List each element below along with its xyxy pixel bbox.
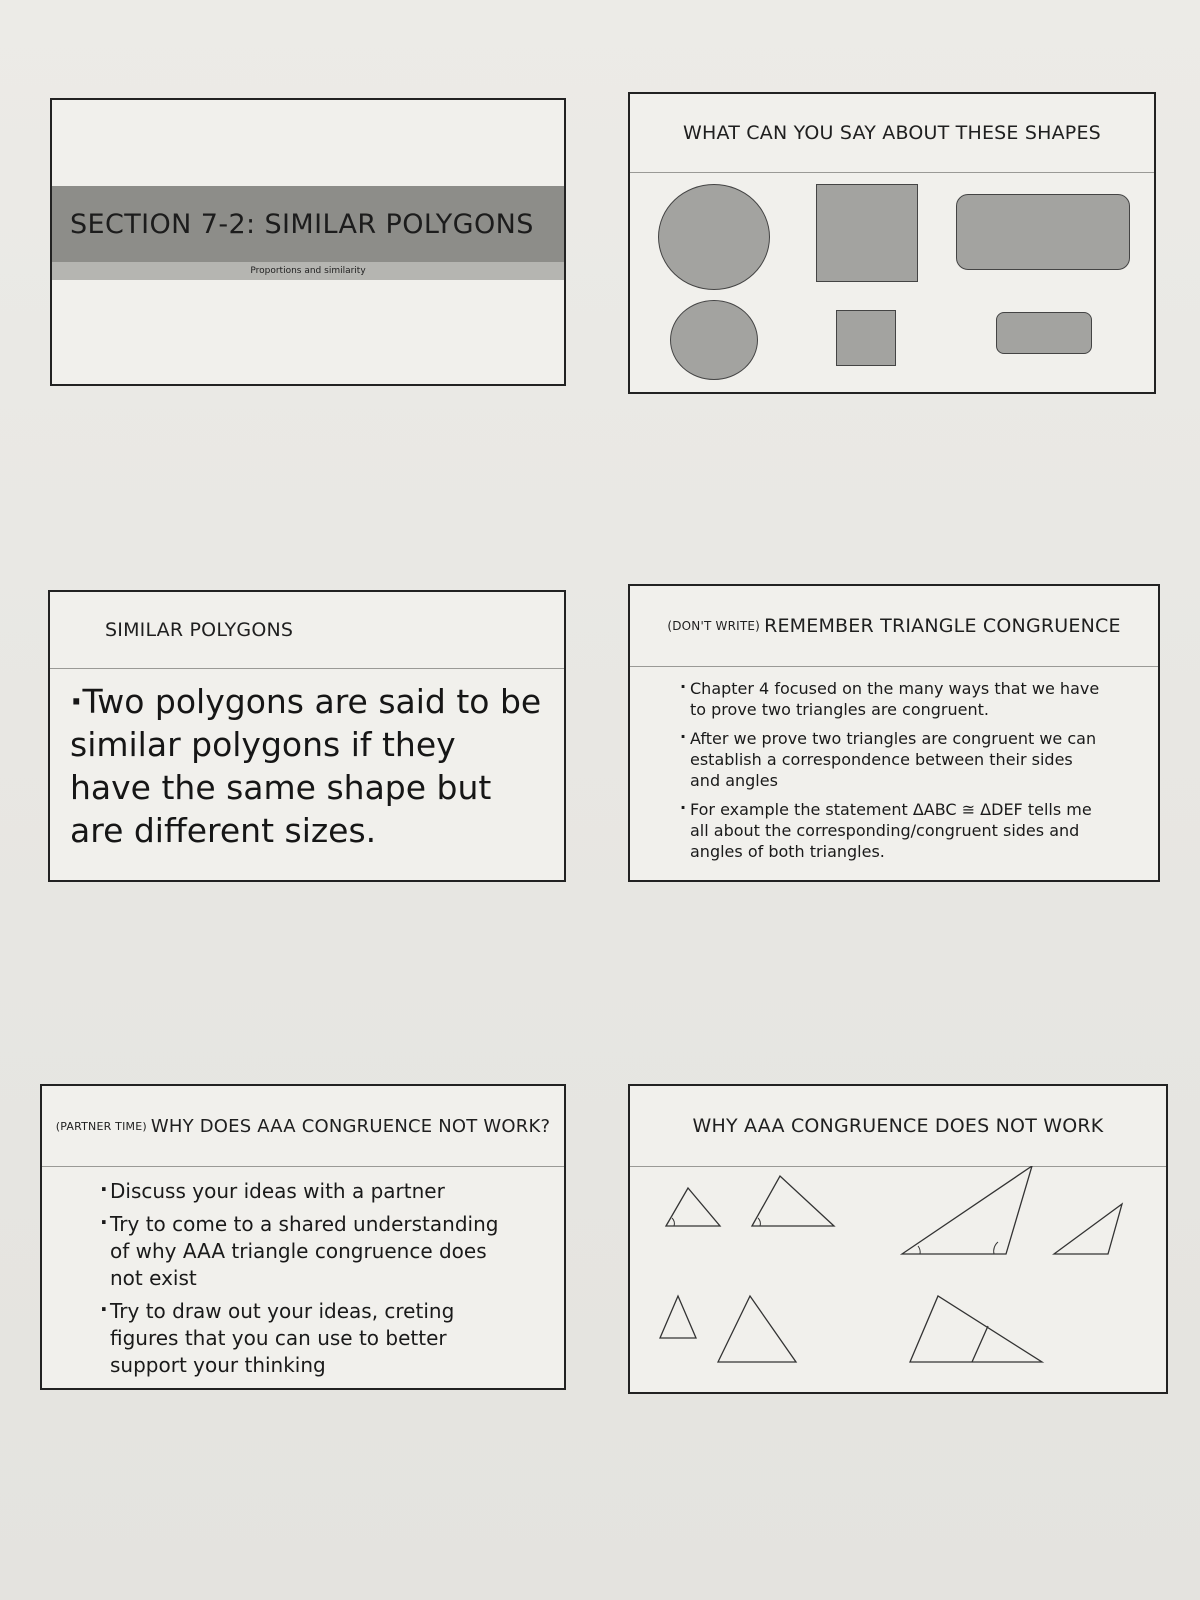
section-title: SECTION 7-2: SIMILAR POLYGONS <box>70 208 534 240</box>
definition-text <box>70 680 544 852</box>
large-triangle <box>752 1176 834 1226</box>
list-item: · Chapter 4 focused on the many ways that we have to prove two triangles are congruent. <box>680 678 1100 720</box>
large-square <box>816 184 918 282</box>
definition-body: Two polygons are said to be similar polygons if they have the same shape but are different sizes. <box>70 682 542 850</box>
slide-shapes-title-text: WHAT CAN YOU SAY ABOUT THESE SHAPES <box>683 122 1101 144</box>
large-isosceles-triangle <box>718 1296 796 1362</box>
angle-mark <box>918 1246 920 1254</box>
list-item: · Try to draw out your ideas, creting figures that you can use to better support your thinking <box>100 1298 500 1379</box>
bullet-dot: · <box>70 682 83 721</box>
small-square <box>836 310 896 366</box>
slide-triangle-congruence <box>628 584 1160 882</box>
slide-similar-polygons <box>48 590 566 882</box>
list-item: · Try to come to a shared understanding of why AAA triangle congruence does not exist <box>100 1211 500 1292</box>
list-item: · Discuss your ideas with a partner <box>100 1178 500 1205</box>
partner-time-prefix: (PARTNER TIME) <box>55 1119 147 1133</box>
triangle-diagrams <box>630 1166 1166 1392</box>
angle-mark <box>994 1242 998 1254</box>
large-right-triangle <box>902 1166 1032 1254</box>
slide-partner-time-title-text: WHY DOES AAA CONGRUENCE NOT WORK? <box>150 1115 551 1137</box>
slide-triangle-congruence-title <box>630 586 1158 667</box>
slide-shapes <box>628 92 1156 394</box>
slide-similar-polygons-title-text: SIMILAR POLYGONS <box>105 619 294 641</box>
small-isosceles-triangle <box>660 1296 696 1338</box>
small-right-triangle <box>1054 1204 1122 1254</box>
large-rounded-rectangle <box>956 194 1130 270</box>
small-rounded-rectangle <box>996 312 1092 354</box>
list-item: · For example the statement ΔABC ≅ ΔDEF tells me all about the corresponding/congruent sides and angles of both triangles. <box>680 799 1100 862</box>
slide-aaa-diagrams-title-text: WHY AAA CONGRUENCE DOES NOT WORK <box>692 1115 1104 1137</box>
title-banner <box>52 186 564 262</box>
small-circle <box>670 300 758 380</box>
congruence-bullets <box>680 678 1100 862</box>
slide-title-section <box>50 98 566 386</box>
partner-bullets <box>100 1178 500 1379</box>
slide-partner-time-title <box>42 1086 564 1167</box>
slide-aaa-diagrams-title <box>630 1086 1166 1167</box>
nested-inner-segment <box>972 1326 988 1362</box>
slide-aaa-diagrams <box>628 1084 1168 1394</box>
section-subtitle: Proportions and similarity <box>250 266 366 276</box>
dont-write-prefix: (DON'T WRITE) <box>667 619 761 633</box>
slide-partner-time <box>40 1084 566 1390</box>
slide-triangle-congruence-title-text: REMEMBER TRIANGLE CONGRUENCE <box>764 615 1121 637</box>
angle-mark <box>758 1218 760 1226</box>
list-item: · After we prove two triangles are congruent we can establish a correspondence between their sides and angles <box>680 728 1100 791</box>
large-circle <box>658 184 770 290</box>
angle-mark <box>672 1218 674 1226</box>
subtitle-strip <box>52 262 564 280</box>
slide-similar-polygons-title <box>50 592 564 669</box>
slide-shapes-title <box>630 94 1154 173</box>
